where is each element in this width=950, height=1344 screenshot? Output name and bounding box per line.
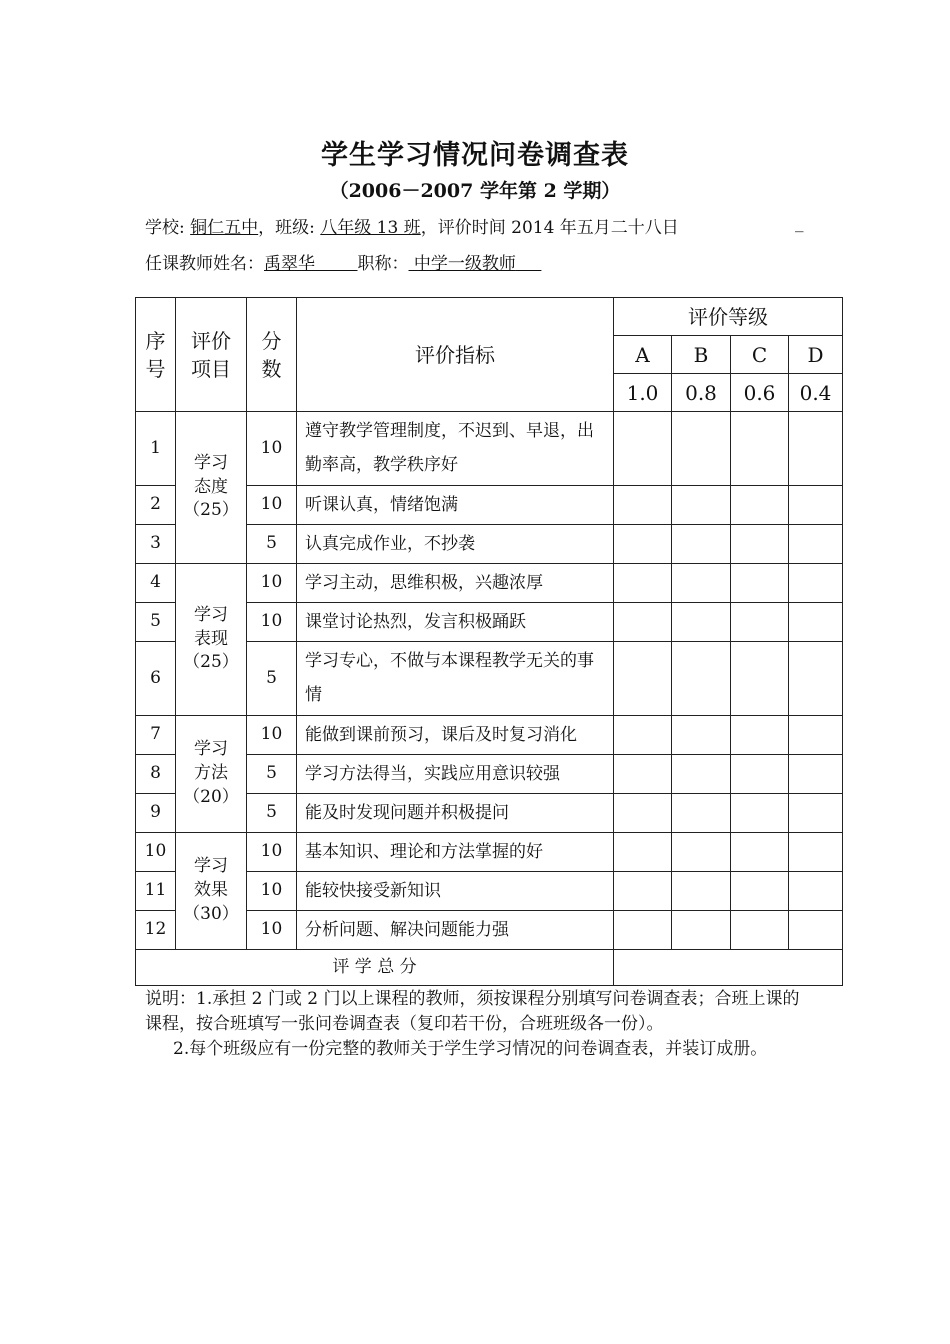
row-score: 10 <box>247 911 297 950</box>
grade-weight-b: 0.8 <box>672 374 731 412</box>
row-no: 5 <box>136 603 176 642</box>
grade-cell-c[interactable] <box>731 833 789 872</box>
grade-cell-c[interactable] <box>731 911 789 950</box>
notes <box>145 987 813 1062</box>
row-no: 8 <box>136 755 176 794</box>
note-line-2: 2.每个班级应有一份完整的教师关于学生学习情况的问卷调查表，并装订成册。 <box>173 1039 768 1060</box>
row-score: 10 <box>247 564 297 603</box>
teacher-label: 任课教师姓名： <box>145 254 264 274</box>
grade-cell-c[interactable] <box>731 525 789 564</box>
grade-cell-b[interactable] <box>672 911 731 950</box>
grade-cell-b[interactable] <box>672 794 731 833</box>
group-effect: 学习 效果 （30） <box>176 833 247 950</box>
grade-cell-c[interactable] <box>731 716 789 755</box>
grade-cell-d[interactable] <box>789 833 843 872</box>
grade-cell-c[interactable] <box>731 794 789 833</box>
row-no: 4 <box>136 564 176 603</box>
row-no: 6 <box>136 642 176 716</box>
grade-cell-d[interactable] <box>789 755 843 794</box>
total-label: 评 学 总 分 <box>136 950 614 986</box>
title-label: 职称： <box>357 254 409 274</box>
row-indicator: 能做到课前预习，课后及时复习消化 <box>297 716 614 755</box>
grade-cell-d[interactable] <box>789 486 843 525</box>
grade-cell-b[interactable] <box>672 603 731 642</box>
row-no: 11 <box>136 872 176 911</box>
grade-label-b: B <box>672 336 731 374</box>
school-info-line <box>145 213 679 238</box>
row-indicator: 基本知识、理论和方法掌握的好 <box>297 833 614 872</box>
row-score: 5 <box>247 755 297 794</box>
grade-weight-d: 0.4 <box>789 374 843 412</box>
total-value-cell[interactable] <box>614 950 843 986</box>
header-indicator: 评价指标 <box>297 298 614 412</box>
row-score: 10 <box>247 486 297 525</box>
table-row <box>136 716 843 755</box>
row-score: 5 <box>247 794 297 833</box>
teacher-value: 禹翠华 <box>264 254 315 274</box>
row-no: 12 <box>136 911 176 950</box>
grade-cell-c[interactable] <box>731 603 789 642</box>
row-indicator: 分析问题、解决问题能力强 <box>297 911 614 950</box>
grade-cell-a[interactable] <box>614 716 672 755</box>
grade-cell-a[interactable] <box>614 412 672 486</box>
row-no: 9 <box>136 794 176 833</box>
row-indicator: 遵守教学管理制度，不迟到、早退，出勤率高，教学秩序好 <box>297 412 614 486</box>
grade-cell-c[interactable] <box>731 642 789 716</box>
grade-label-a: A <box>614 336 672 374</box>
grade-cell-a[interactable] <box>614 755 672 794</box>
class-value: 八年级 13 班 <box>320 218 421 238</box>
row-score: 10 <box>247 716 297 755</box>
total-row <box>136 950 843 986</box>
table-row <box>136 833 843 872</box>
grade-cell-b[interactable] <box>672 486 731 525</box>
trailing-underscore: _ <box>795 213 804 233</box>
header-grade: 评价等级 <box>614 298 843 336</box>
row-indicator: 听课认真，情绪饱满 <box>297 486 614 525</box>
grade-cell-b[interactable] <box>672 833 731 872</box>
group-performance: 学习 表现 （25） <box>176 564 247 716</box>
grade-cell-a[interactable] <box>614 911 672 950</box>
grade-cell-a[interactable] <box>614 525 672 564</box>
header-item: 评价 项目 <box>176 298 247 412</box>
grade-cell-b[interactable] <box>672 716 731 755</box>
grade-cell-a[interactable] <box>614 833 672 872</box>
row-no: 10 <box>136 833 176 872</box>
row-score: 5 <box>247 525 297 564</box>
table-row <box>136 412 843 486</box>
grade-cell-d[interactable] <box>789 603 843 642</box>
time-value: 2014 年五月二十八日 <box>511 218 679 238</box>
document-subtitle: （2006－2007 学年第 2 学期） <box>329 180 621 202</box>
grade-label-c: C <box>731 336 789 374</box>
grade-label-d: D <box>789 336 843 374</box>
row-indicator: 能及时发现问题并积极提问 <box>297 794 614 833</box>
grade-cell-b[interactable] <box>672 412 731 486</box>
note-line-1: 说明：1.承担 2 门或 2 门以上课程的教师，须按课程分别填写问卷调查表；合班上课的课程，按合班填写一张问卷调查表（复印若干份，合班班级各一份）。 <box>145 989 800 1035</box>
grade-cell-c[interactable] <box>731 564 789 603</box>
title-value: 中学一级教师 <box>408 254 516 274</box>
row-no: 1 <box>136 412 176 486</box>
grade-cell-d[interactable] <box>789 794 843 833</box>
grade-cell-d[interactable] <box>789 872 843 911</box>
grade-cell-d[interactable] <box>789 564 843 603</box>
grade-cell-d[interactable] <box>789 412 843 486</box>
evaluation-table <box>135 297 843 986</box>
grade-cell-b[interactable] <box>672 642 731 716</box>
table-row <box>136 564 843 603</box>
group-attitude: 学习 态度 （25） <box>176 412 247 564</box>
row-no: 3 <box>136 525 176 564</box>
grade-cell-d[interactable] <box>789 911 843 950</box>
row-no: 2 <box>136 486 176 525</box>
header-score: 分 数 <box>247 298 297 412</box>
grade-cell-a[interactable] <box>614 486 672 525</box>
row-score: 10 <box>247 833 297 872</box>
grade-cell-b[interactable] <box>672 755 731 794</box>
grade-weight-c: 0.6 <box>731 374 789 412</box>
grade-cell-c[interactable] <box>731 412 789 486</box>
row-no: 7 <box>136 716 176 755</box>
grade-cell-d[interactable] <box>789 642 843 716</box>
grade-cell-b[interactable] <box>672 564 731 603</box>
class-label: ，班级: <box>258 218 321 238</box>
row-indicator: 学习方法得当，实践应用意识较强 <box>297 755 614 794</box>
grade-cell-a[interactable] <box>614 794 672 833</box>
grade-cell-b[interactable] <box>672 525 731 564</box>
row-score: 10 <box>247 872 297 911</box>
document-title: 学生学习情况问卷调查表 <box>321 140 629 171</box>
grade-cell-c[interactable] <box>731 486 789 525</box>
row-indicator: 认真完成作业，不抄袭 <box>297 525 614 564</box>
row-score: 10 <box>247 412 297 486</box>
header-seq: 序 号 <box>136 298 176 412</box>
row-indicator: 学习主动，思维积极，兴趣浓厚 <box>297 564 614 603</box>
grade-cell-c[interactable] <box>731 755 789 794</box>
grade-cell-a[interactable] <box>614 564 672 603</box>
row-indicator: 课堂讨论热烈，发言积极踊跃 <box>297 603 614 642</box>
grade-cell-b[interactable] <box>672 872 731 911</box>
grade-cell-a[interactable] <box>614 603 672 642</box>
school-label: 学校: <box>145 218 191 238</box>
grade-cell-d[interactable] <box>789 525 843 564</box>
grade-cell-a[interactable] <box>614 872 672 911</box>
row-score: 10 <box>247 603 297 642</box>
school-value: 铜仁五中 <box>190 218 259 238</box>
grade-weight-a: 1.0 <box>614 374 672 412</box>
group-method: 学习 方法 （20） <box>176 716 247 833</box>
row-indicator: 学习专心，不做与本课程教学无关的事情 <box>297 642 614 716</box>
teacher-info-line <box>145 249 541 274</box>
time-label: ，评价时间 <box>420 218 512 238</box>
grade-cell-d[interactable] <box>789 716 843 755</box>
row-score: 5 <box>247 642 297 716</box>
row-indicator: 能较快接受新知识 <box>297 872 614 911</box>
grade-cell-a[interactable] <box>614 642 672 716</box>
grade-cell-c[interactable] <box>731 872 789 911</box>
